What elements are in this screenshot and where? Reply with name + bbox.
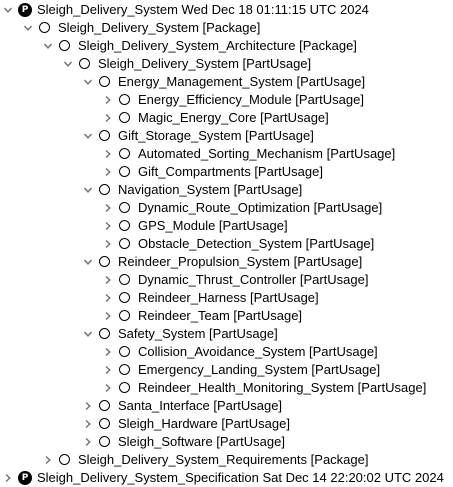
- chevron-right-icon[interactable]: [42, 451, 54, 469]
- circle-node-icon: [39, 22, 50, 33]
- circle-node-icon: [99, 328, 110, 339]
- project-icon: P: [18, 471, 32, 485]
- tree-node-label: Sleigh_Delivery_System Wed Dec 18 01:11:15 UTC 2024: [37, 2, 369, 17]
- chevron-right-icon[interactable]: [82, 433, 94, 451]
- circle-node-icon: [119, 274, 130, 285]
- chevron-right-icon[interactable]: [102, 289, 114, 307]
- tree-node-label: Sleigh_Software [PartUsage]: [118, 434, 285, 449]
- chevron-right-icon[interactable]: [102, 307, 114, 325]
- circle-node-icon: [119, 220, 130, 231]
- chevron-right-icon[interactable]: [102, 379, 114, 397]
- circle-node-icon: [119, 346, 130, 357]
- circle-node-icon: [99, 436, 110, 447]
- chevron-right-icon[interactable]: [102, 361, 114, 379]
- tree-node-label: Santa_Interface [PartUsage]: [118, 398, 283, 413]
- circle-node-icon: [79, 58, 90, 69]
- circle-node-icon: [99, 184, 110, 195]
- tree-node-label: Energy_Management_System [PartUsage]: [118, 74, 366, 89]
- chevron-right-icon[interactable]: [102, 109, 114, 127]
- tree-node-label: Sleigh_Delivery_System_Specification Sat Dec 14 22:20:02 UTC 2024: [37, 470, 444, 485]
- chevron-right-icon[interactable]: [102, 163, 114, 181]
- project-icon: P: [18, 3, 32, 17]
- chevron-right-icon[interactable]: [102, 199, 114, 217]
- circle-node-icon: [119, 202, 130, 213]
- tree-node-label: Sleigh_Delivery_System [PartUsage]: [98, 56, 312, 71]
- tree-node-label: Reindeer_Team [PartUsage]: [138, 308, 303, 323]
- circle-node-icon: [99, 400, 110, 411]
- tree-node-label: Dynamic_Thrust_Controller [PartUsage]: [138, 272, 369, 287]
- chevron-right-icon[interactable]: [102, 217, 114, 235]
- circle-node-icon: [119, 112, 130, 123]
- circle-node-icon: [99, 76, 110, 87]
- tree-node-label: Obstacle_Detection_System [PartUsage]: [138, 236, 375, 251]
- tree-node-label: Magic_Energy_Core [PartUsage]: [138, 110, 329, 125]
- tree-node-label: Collision_Avoidance_System [PartUsage]: [138, 344, 378, 359]
- chevron-right-icon[interactable]: [102, 145, 114, 163]
- chevron-right-icon[interactable]: [102, 343, 114, 361]
- circle-node-icon: [59, 40, 70, 51]
- tree-node-label: Reindeer_Propulsion_System [PartUsage]: [118, 254, 363, 269]
- tree-node-label: Safety_System [PartUsage]: [118, 326, 278, 341]
- chevron-down-icon[interactable]: [2, 1, 14, 19]
- circle-node-icon: [119, 382, 130, 393]
- circle-node-icon: [99, 256, 110, 267]
- chevron-right-icon[interactable]: [2, 469, 14, 487]
- circle-node-icon: [119, 166, 130, 177]
- tree-node-label: Gift_Storage_System [PartUsage]: [118, 128, 314, 143]
- chevron-down-icon[interactable]: [82, 253, 94, 271]
- chevron-down-icon[interactable]: [82, 73, 94, 91]
- circle-node-icon: [119, 94, 130, 105]
- tree-node-label: Reindeer_Harness [PartUsage]: [138, 290, 319, 305]
- tree-node-label: Automated_Sorting_Mechanism [PartUsage]: [138, 146, 396, 161]
- circle-node-icon: [119, 364, 130, 375]
- chevron-right-icon[interactable]: [102, 271, 114, 289]
- tree-node-label: Navigation_System [PartUsage]: [118, 182, 303, 197]
- tree-node-label: GPS_Module [PartUsage]: [138, 218, 288, 233]
- tree-node-label: Sleigh_Delivery_System [Package]: [58, 20, 261, 35]
- tree-node-label: Dynamic_Route_Optimization [PartUsage]: [138, 200, 383, 215]
- circle-node-icon: [119, 148, 130, 159]
- tree-node-label: Gift_Compartments [PartUsage]: [138, 164, 323, 179]
- circle-node-icon: [119, 310, 130, 321]
- circle-node-icon: [99, 418, 110, 429]
- tree-node-label: Sleigh_Hardware [PartUsage]: [118, 416, 290, 431]
- circle-node-icon: [99, 130, 110, 141]
- chevron-right-icon[interactable]: [102, 91, 114, 109]
- chevron-down-icon[interactable]: [22, 19, 34, 37]
- tree-node-label: Energy_Efficiency_Module [PartUsage]: [138, 92, 364, 107]
- tree-node-label: Emergency_Landing_System [PartUsage]: [138, 362, 381, 377]
- circle-node-icon: [119, 238, 130, 249]
- chevron-down-icon[interactable]: [42, 37, 54, 55]
- circle-node-icon: [119, 292, 130, 303]
- tree-node-label: Sleigh_Delivery_System_Requirements [Package]: [78, 452, 369, 467]
- tree-node-label: Sleigh_Delivery_System_Architecture [Package]: [78, 38, 357, 53]
- chevron-right-icon[interactable]: [82, 397, 94, 415]
- chevron-down-icon[interactable]: [82, 181, 94, 199]
- chevron-down-icon[interactable]: [82, 325, 94, 343]
- chevron-down-icon[interactable]: [62, 55, 74, 73]
- circle-node-icon: [59, 454, 70, 465]
- chevron-right-icon[interactable]: [82, 415, 94, 433]
- chevron-down-icon[interactable]: [82, 127, 94, 145]
- tree-node-label: Reindeer_Health_Monitoring_System [PartUsage]: [138, 380, 427, 395]
- chevron-right-icon[interactable]: [102, 235, 114, 253]
